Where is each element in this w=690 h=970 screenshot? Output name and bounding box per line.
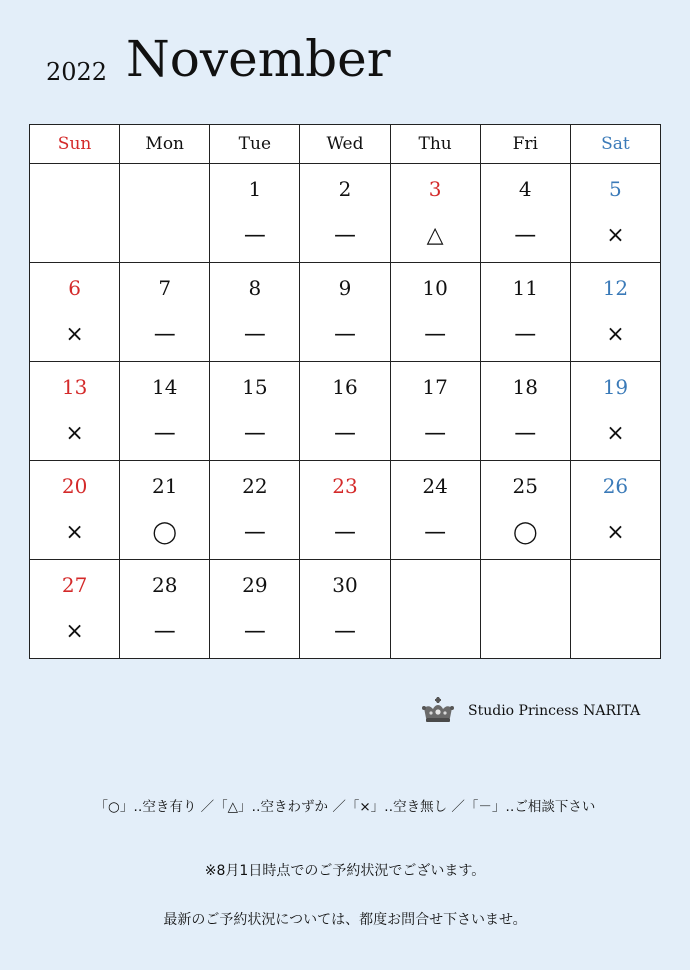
day-cell <box>480 560 570 659</box>
day-cell <box>390 362 480 461</box>
day-cell <box>300 263 390 362</box>
day-number: 15 <box>242 375 268 399</box>
day-number: 28 <box>151 573 178 597</box>
day-number: 16 <box>332 375 358 399</box>
day-cell <box>210 560 300 659</box>
day-number <box>571 573 660 597</box>
weekday-fri: Fri <box>480 125 570 164</box>
day-cell <box>120 164 210 263</box>
availability-mark: — <box>243 520 266 545</box>
day-cell <box>210 164 300 263</box>
day-cell <box>480 461 570 560</box>
calendar-grid <box>29 124 661 659</box>
availability-mark: × <box>65 421 84 446</box>
day-cell <box>390 263 480 362</box>
availability-mark: — <box>243 223 266 248</box>
availability-mark: ◯ <box>152 520 178 545</box>
day-cell <box>30 560 120 659</box>
day-cell <box>210 263 300 362</box>
availability-mark: — <box>424 520 447 545</box>
day-cell <box>120 263 210 362</box>
availability-mark: — <box>424 322 447 347</box>
day-cell <box>570 461 660 560</box>
availability-mark: ◯ <box>512 520 538 545</box>
day-cell <box>390 560 480 659</box>
availability-mark: — <box>153 619 176 644</box>
availability-mark: — <box>333 223 356 248</box>
availability-mark: — <box>153 322 176 347</box>
day-number: 4 <box>518 177 532 201</box>
day-cell <box>30 362 120 461</box>
availability-mark: — <box>333 421 356 446</box>
day-number: 5 <box>609 177 622 201</box>
crown-icon <box>420 696 456 726</box>
day-cell <box>120 461 210 560</box>
day-number: 29 <box>242 573 268 597</box>
day-cell <box>390 461 480 560</box>
day-cell <box>300 362 390 461</box>
legend-text: 「○」‥空き有り ／「△」‥空きわずか ／「×」‥空き無し ／「－」‥ご相談下さい <box>94 799 596 815</box>
day-number: 13 <box>61 375 88 399</box>
day-number: 12 <box>602 276 629 300</box>
day-cell <box>300 461 390 560</box>
day-number: 30 <box>332 573 358 597</box>
day-cell <box>570 362 660 461</box>
day-number: 24 <box>422 474 448 498</box>
availability-mark: — <box>424 421 447 446</box>
availability-mark <box>30 223 119 249</box>
weekday-tue: Tue <box>210 125 300 164</box>
day-cell <box>30 461 120 560</box>
availability-mark: × <box>606 322 625 347</box>
day-number <box>391 573 480 597</box>
day-cell <box>30 164 120 263</box>
availability-mark: — <box>243 619 266 644</box>
availability-mark: — <box>153 421 176 446</box>
month-label: November <box>126 30 391 88</box>
availability-mark: — <box>514 322 537 347</box>
day-cell <box>300 560 390 659</box>
day-number: 11 <box>512 276 538 300</box>
day-number: 6 <box>68 276 81 300</box>
day-cell <box>480 164 570 263</box>
week-row <box>30 164 661 263</box>
day-cell <box>210 362 300 461</box>
availability-mark: — <box>333 520 356 545</box>
day-number: 20 <box>61 474 88 498</box>
day-cell <box>390 164 480 263</box>
availability-mark: × <box>606 520 625 545</box>
availability-mark <box>481 619 570 645</box>
availability-mark: △ <box>426 223 444 248</box>
day-cell <box>480 263 570 362</box>
weekday-sat: Sat <box>570 125 660 164</box>
day-cell <box>30 263 120 362</box>
day-cell <box>210 461 300 560</box>
day-number: 26 <box>602 474 629 498</box>
availability-mark: — <box>243 322 266 347</box>
day-cell <box>570 560 660 659</box>
availability-mark: × <box>65 322 84 347</box>
year-label: 2022 <box>46 58 108 86</box>
day-number: 17 <box>422 375 448 399</box>
day-number: 23 <box>332 474 358 498</box>
availability-mark: × <box>606 421 625 446</box>
week-row <box>30 560 661 659</box>
week-row <box>30 461 661 560</box>
day-number <box>120 177 209 201</box>
day-number: 14 <box>151 375 178 399</box>
weekday-wed: Wed <box>300 125 390 164</box>
day-number: 25 <box>512 474 538 498</box>
day-number <box>481 573 570 597</box>
day-number: 3 <box>428 177 442 201</box>
day-cell <box>300 164 390 263</box>
availability-mark <box>120 223 209 249</box>
day-cell <box>570 263 660 362</box>
availability-mark <box>571 619 660 645</box>
day-number <box>30 177 119 201</box>
week-row <box>30 362 661 461</box>
day-number: 1 <box>248 177 262 201</box>
note-line-1: ※8月1日時点でのご予約状況でございます。 <box>204 863 486 879</box>
availability-mark <box>391 619 480 645</box>
weekday-sun: Sun <box>30 125 120 164</box>
weekday-thu: Thu <box>390 125 480 164</box>
studio-name: Studio Princess NARITA <box>468 703 641 719</box>
day-number: 21 <box>151 474 178 498</box>
weekday-header-row <box>30 125 661 164</box>
day-number: 2 <box>338 177 352 201</box>
day-cell <box>480 362 570 461</box>
day-number: 18 <box>512 375 538 399</box>
day-number: 10 <box>422 276 448 300</box>
availability-mark: — <box>243 421 266 446</box>
day-number: 19 <box>602 375 629 399</box>
availability-mark: — <box>333 322 356 347</box>
day-cell <box>120 362 210 461</box>
week-row <box>30 263 661 362</box>
note-line-2: 最新のご予約状況については、都度お問合せ下さいませ。 <box>163 912 527 928</box>
availability-mark: — <box>514 421 537 446</box>
availability-mark: × <box>65 619 84 644</box>
availability-mark: × <box>65 520 84 545</box>
day-number: 9 <box>338 276 352 300</box>
day-cell <box>120 560 210 659</box>
day-number: 8 <box>248 276 262 300</box>
day-number: 27 <box>61 573 88 597</box>
day-number: 7 <box>158 276 172 300</box>
availability-mark: — <box>514 223 537 248</box>
day-number: 22 <box>242 474 268 498</box>
availability-mark: — <box>333 619 356 644</box>
availability-mark: × <box>606 223 625 248</box>
day-cell <box>570 164 660 263</box>
weekday-mon: Mon <box>120 125 210 164</box>
studio-brand <box>420 696 640 726</box>
